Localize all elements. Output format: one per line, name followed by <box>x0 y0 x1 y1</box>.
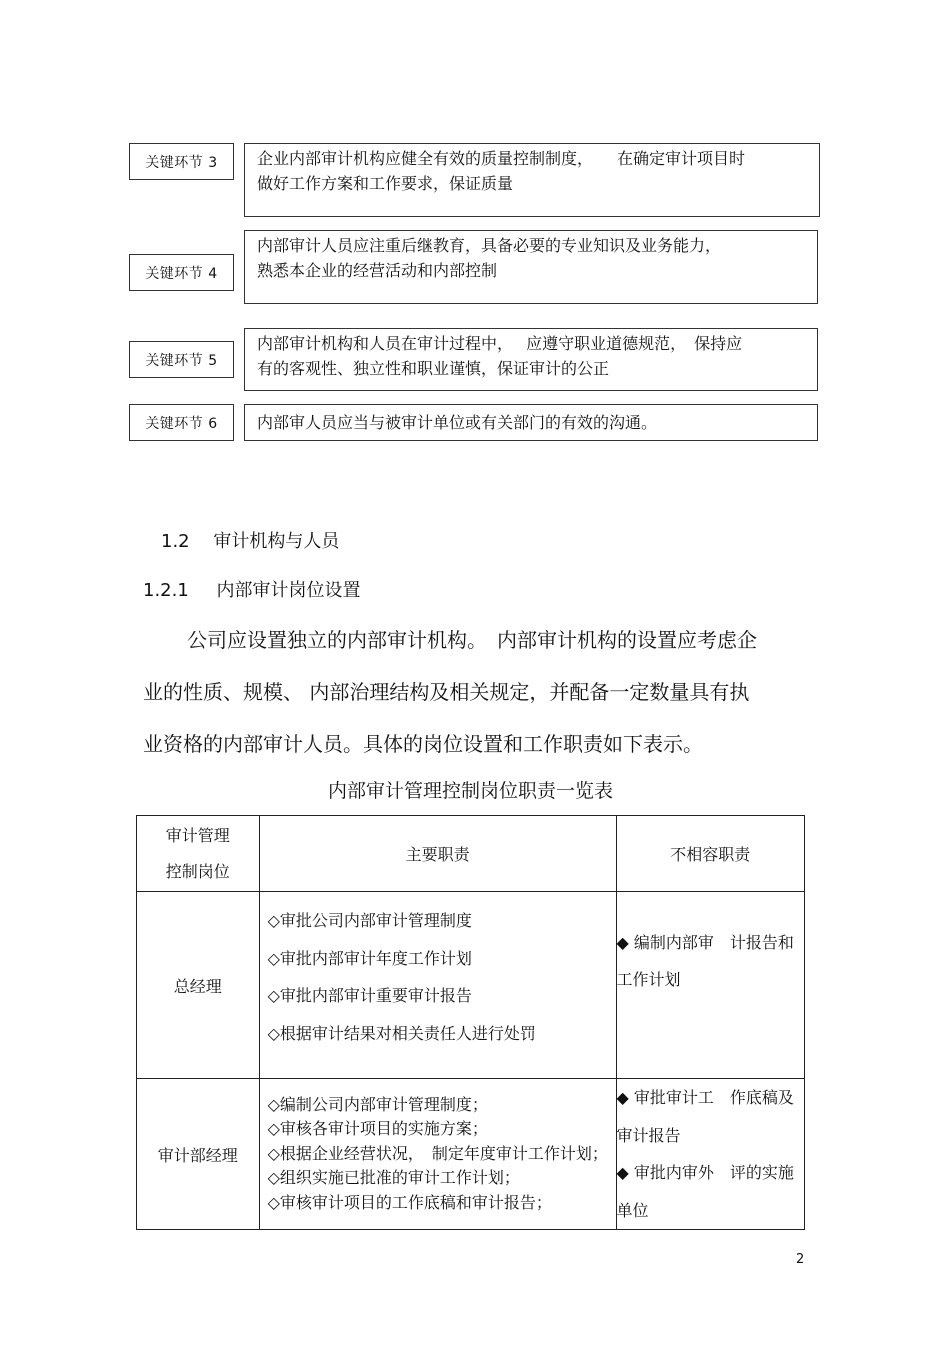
paragraph-line-3: 业资格的内部审计人员。具体的岗位设置和工作职责如下表示。 <box>143 732 703 756</box>
key-step-4-line-1: 内部审计人员应注重后继教育，具备必要的专业知识及业务能力， <box>257 236 722 255</box>
paragraph-line-1: 公司应设置独立的内部审计机构。 内部审计机构的设置应考虑企 <box>187 628 757 652</box>
paragraph-line-2: 业的性质、规模、 内部治理结构及相关规定，并配备一定数量具有执 <box>143 680 750 704</box>
row-incompatible-duties <box>616 892 804 1079</box>
row-main-duties <box>259 892 616 1079</box>
duty-item: ◇组织实施已批准的审计工作计划； <box>267 1168 520 1188</box>
section-heading <box>161 530 339 554</box>
row-incompatible-duties <box>616 1079 804 1230</box>
key-step-5-label: 关键环节 5 <box>129 341 234 378</box>
header-position <box>137 816 260 892</box>
duty-item: ◇根据审计结果对相关责任人进行处罚 <box>267 1023 536 1043</box>
incompatible-item: ◆ 审批内审外 评的实施单位 <box>616 1163 794 1220</box>
duty-item: ◇审核各审计项目的实施方案； <box>267 1119 488 1139</box>
header-main-duties: 主要职责 <box>259 816 616 892</box>
duties-table <box>136 815 805 1230</box>
section-title: 审计机构与人员 <box>213 531 340 552</box>
table-row <box>137 1079 805 1230</box>
duty-item: ◇编制公司内部审计管理制度； <box>267 1094 488 1114</box>
page-number: 2 <box>796 1252 805 1267</box>
duty-item: ◇审批内部审计重要审计报告 <box>267 986 472 1005</box>
key-step-4-description <box>244 230 818 304</box>
key-step-5-line-2: 有的客观性、独立性和职业谨慎，保证审计的公正 <box>257 359 610 378</box>
duty-item: ◇审批公司内部审计管理制度 <box>267 911 472 930</box>
key-step-3-description <box>244 143 820 217</box>
key-step-5-line-1: 内部审计机构和人员在审计过程中， 应遵守职业道德规范， 保持应 <box>257 334 743 353</box>
row-position: 总经理 <box>137 892 260 1079</box>
subsection-heading <box>143 579 361 603</box>
key-step-5-description <box>244 328 818 391</box>
table-header-row <box>137 816 805 892</box>
duty-item: ◇审批内部审计年度工作计划 <box>267 948 472 968</box>
key-step-3-label: 关键环节 3 <box>129 143 234 180</box>
duty-item: ◇审核审计项目的工作底稿和审计报告； <box>267 1192 552 1212</box>
key-step-6-description <box>244 404 818 441</box>
header-position-line-2: 控制岗位 <box>165 861 230 881</box>
key-step-6-label: 关键环节 6 <box>129 404 234 441</box>
table-row <box>137 892 805 1079</box>
duty-item: ◇根据企业经营状况， 制定年度审计工作计划； <box>267 1143 608 1163</box>
incompatible-item: ◆ 编制内部审 计报告和工作计划 <box>616 932 794 989</box>
row-position: 审计部经理 <box>137 1079 260 1230</box>
body-paragraph <box>143 614 813 770</box>
row-main-duties <box>259 1079 616 1230</box>
key-step-6-line-1: 内部审人员应当与被审计单位或有关部门的有效的沟通。 <box>257 413 658 432</box>
key-step-3-line-1: 企业内部审计机构应健全有效的质量控制制度， 在确定审计项目时 <box>257 149 746 168</box>
section-number: 1.2 <box>161 531 190 552</box>
key-step-3-line-2: 做好工作方案和工作要求，保证质量 <box>257 174 514 193</box>
key-step-4-label: 关键环节 4 <box>129 254 234 291</box>
subsection-number: 1.2.1 <box>143 580 189 601</box>
header-incompatible-duties: 不相容职责 <box>616 816 804 892</box>
key-step-4-line-2: 熟悉本企业的经营活动和内部控制 <box>257 261 498 280</box>
header-position-line-1: 审计管理 <box>165 825 230 845</box>
incompatible-item: ◆ 审批审计工 作底稿及审计报告 <box>616 1088 794 1145</box>
subsection-title: 内部审计岗位设置 <box>216 580 361 601</box>
table-title: 内部审计管理控制岗位职责一览表 <box>327 780 613 802</box>
